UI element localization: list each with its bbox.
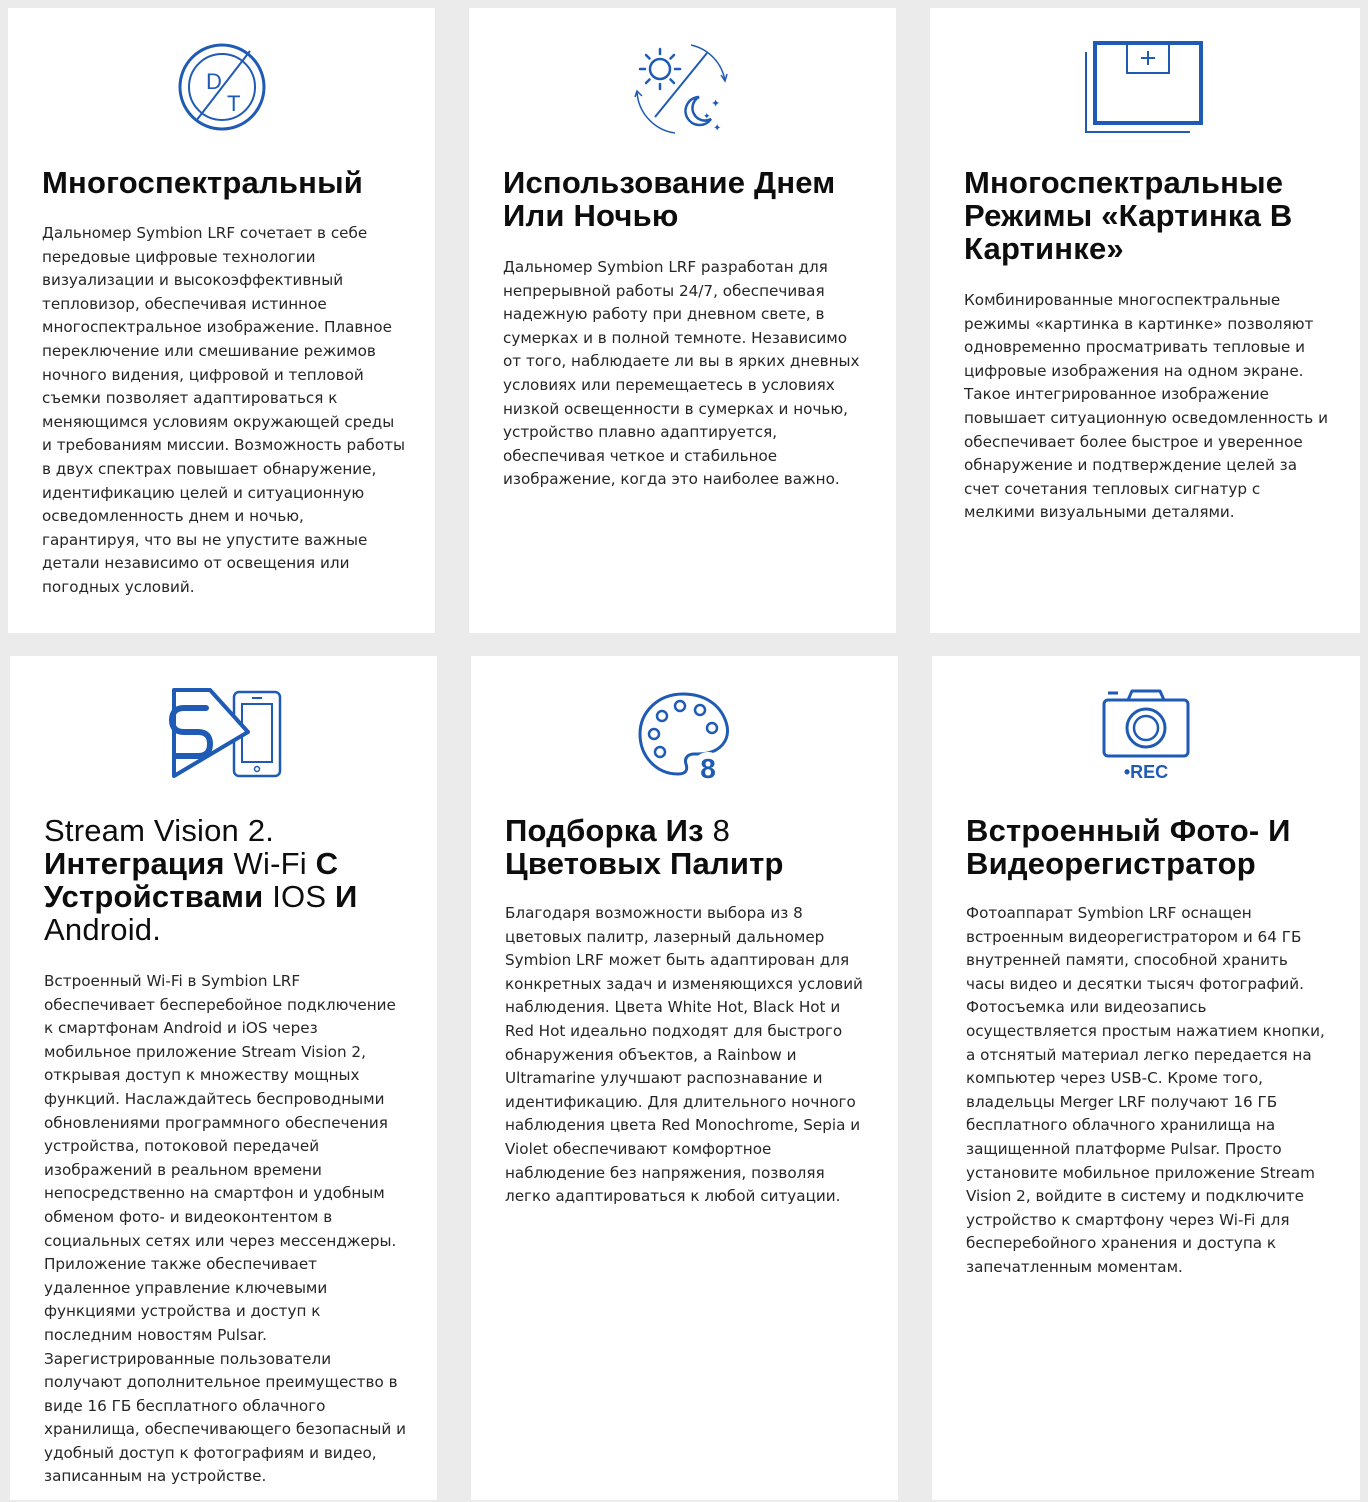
feature-card-day-night (469, 8, 896, 633)
sun-moon-cycle-icon (633, 41, 733, 137)
svg-text:D: D (206, 69, 222, 94)
card-description: Комбинированные многоспектральные режимы «картинка в картинке» позволяют одновременно просматривать тепловые и цифровые изображения на одном экране. Такое интегрированное изображение повышает ситуационную осведомленность и обеспечивает более быстрое и уверенное обнаружение и подтверждение целей за счет сочетания тепловых сигнатур с мелкими визуальными деталями. (964, 291, 1328, 522)
svg-text:✦: ✦ (711, 97, 721, 110)
svg-text:✦: ✦ (703, 112, 711, 122)
palette-count-label: 8 (700, 753, 716, 784)
title-part: С Устройствами (44, 846, 339, 914)
feature-card-palettes (471, 656, 898, 1500)
title-part: IOS (272, 879, 336, 914)
feature-card-multispectral (8, 8, 435, 633)
title-part: И (335, 879, 358, 914)
title-part: Stream Vision 2. (44, 813, 275, 848)
title-part: Подборка Из (505, 813, 713, 848)
card-title: Многоспектральные Режимы «Картинка В Картинке» (964, 165, 1293, 266)
card-title: Многоспектральный (42, 165, 363, 200)
card-description: Дальномер Symbion LRF сочетает в себе передовые цифровые технологии визуализации и высокоэффективный тепловизор, обеспечивая истинное многоспектральное изображение. Плавное переключение или смешивание режимов ночного видения, цифровой и тепловой съемки позволяет адаптироваться к меняющимся условиям окружающей среды и требованиям миссии. Возможность работы в двух спектрах повышает обнаружение, идентификацию целей и ситуационную осведомленность днем и ночью, гарантируя, что вы не упустите важные детали независимо от освещения или погодных условий. (42, 224, 405, 596)
feature-card-stream-vision (10, 656, 437, 1500)
camera-rec-icon (1100, 686, 1192, 784)
title-part: Wi-Fi (233, 846, 316, 881)
card-title (44, 814, 407, 946)
title-part: 8 (712, 813, 731, 848)
title-part: Цветовых Палитр (505, 846, 784, 881)
day-night-dt-icon (176, 41, 268, 133)
picture-in-picture-icon (1082, 40, 1206, 134)
feature-card-recorder (932, 656, 1360, 1500)
svg-text:T: T (227, 91, 241, 116)
svg-text:✦: ✦ (713, 123, 722, 134)
card-title: Встроенный Фото- И Видеорегистратор (966, 813, 1291, 881)
card-title (505, 814, 868, 880)
title-part: Android. (44, 912, 162, 947)
stream-vision-smartphone-icon (164, 686, 286, 780)
card-title: Использование Днем Или Ночью (503, 165, 836, 233)
card-description: Фотоаппарат Symbion LRF оснащен встроенным видеорегистратором и 64 ГБ внутренней памяти, способной хранить часы видео и десятки тысяч фотографий. Фотосъемка или видеозапись осуществляется простым нажатием кнопки, а отснятый материал легко передается на компьютер через USB-C. Кроме того, владельцы Merger LRF получают 16 ГБ бесплатного облачного хранилища на защищенной платформе Pulsar. Просто установите мобильное приложение Stream Vision 2, войдите в систему и подключите устройство к смартфону через Wi-Fi для бесперебойного хранения и доступа к запечатленным моментам. (966, 904, 1325, 1276)
card-description: Дальномер Symbion LRF разработан для непрерывной работы 24/7, обеспечивая надежную работу при дневном свете, в сумерках и в полной темноте. Независимо от того, наблюдаете ли вы в ярких дневных условиях или перемещаетесь в условиях низкой освещенности в сумерках и ночью, устройство плавно адаптируется, обеспечивая четкое и стабильное изображение, когда это наиболее важно. (503, 258, 860, 489)
feature-card-pip (930, 8, 1360, 633)
card-description: Благодаря возможности выбора из 8 цветовых палитр, лазерный дальномер Symbion LRF может быть адаптирован для конкретных задач и изменяющихся условий наблюдения. Цвета White Hot, Black Hot и Red Hot идеально подходят для быстрого обнаружения объектов, а Rainbow и Ultramarine улучшают распознавание и идентификацию. Для длительного ночного наблюдения цвета Red Monochrome, Sepia и Violet обеспечивают комфортное наблюдение без напряжения, позволяя легко адаптироваться к любой ситуации. (505, 904, 863, 1206)
title-part: Интеграция (44, 846, 234, 881)
card-description: Встроенный Wi-Fi в Symbion LRF обеспечивает бесперебойное подключение к смартфонам Android и iOS через мобильное приложение Stream Vision 2, открывая доступ к множеству мощных функций. Наслаждайтесь беспроводными обновлениями программного обеспечения устройства, потоковой передачей изображений в реальном времени непосредственно на смартфон и удобным обменом фото- и видеоконтентом в социальных сетях или через мессенджеры. Приложение также обеспечивает удаленное управление ключевыми функциями устройства и доступ к последним новостям Pulsar. Зарегистрированные пользователи получают дополнительное преимущество в виде 16 ГБ бесплатного облачного хранилища, обеспечивающего безопасный и удобный доступ к фотографиям и видео, записанным на устройстве. (44, 972, 406, 1486)
rec-label: •REC (1123, 762, 1169, 782)
color-palette-8-icon (638, 690, 734, 784)
